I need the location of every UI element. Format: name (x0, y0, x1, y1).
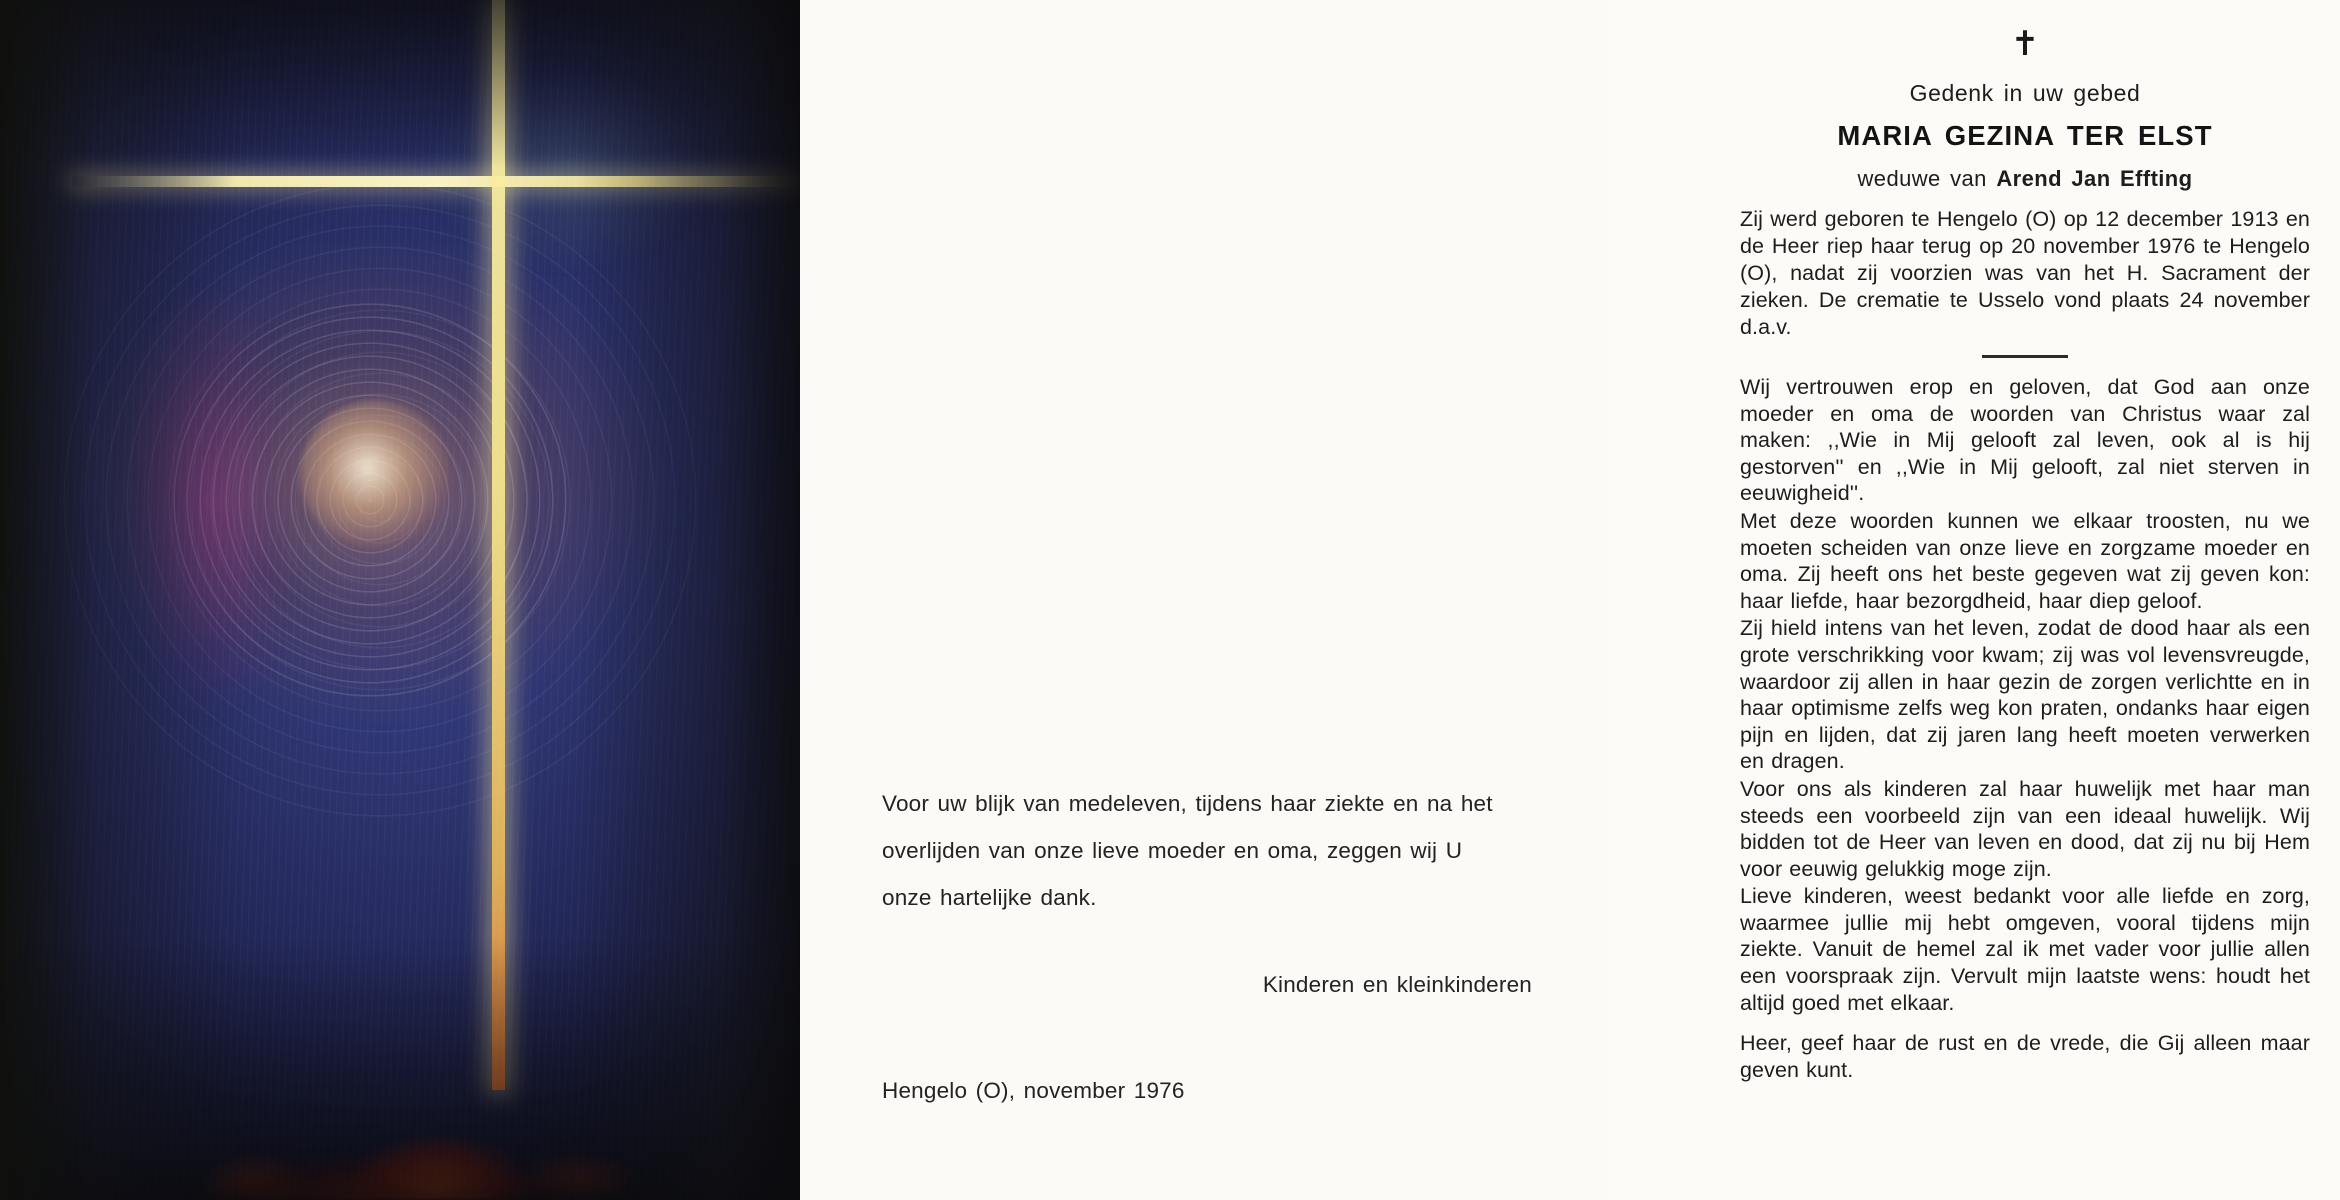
memorial-paragraph: Wij vertrouwen erop en geloven, dat God aan onze moeder en oma de woorden van Christus waar zal maken: ,,Wie in Mij gelooft zal leven, ook al is hij gestorven'' en ,,Wie in Mij gelooft, zal niet sterven in eeuwigheid''. (1740, 375, 2310, 506)
biography-text: Zij werd geboren te Hengelo (O) op 12 december 1913 en de Heer riep haar terug op 20 november 1976 te Hengelo (O), nadat zij voorzien was van het H. Sacrament der zieken. De crematie te Usselo vond plaats 24 november d.a.v. (1740, 207, 2310, 339)
memorial-paragraph: Met deze woorden kunnen we elkaar troosten, nu we moeten scheiden van onze lieve en zorgzame moeder en oma. Zij heeft ons het beste gegeven wat zij geven kon: haar liefde, haar bezorgdheid, haar diep geloof. (1740, 508, 2310, 613)
spouse-name: Arend Jan Effting (1996, 166, 2193, 191)
cross-icon: ✝ (2010, 26, 2040, 63)
thanks-place-date: Hengelo (O), november 1976 (882, 1078, 1185, 1103)
thanks-signature: Kinderen en kleinkinderen (1262, 972, 1532, 997)
memorial-paragraph: Heer, geef haar de rust en de vrede, die Gij alleen maar geven kunt. (1740, 1031, 2310, 1082)
thanks-panel (800, 0, 1615, 1200)
deceased-name: MARIA GEZINA TER ELST (1837, 120, 2213, 151)
thanks-text: Voor uw blijk van medeleven, tijdens haar ziekte en na het overlijden van onze lieve moeder en oma, zeggen wij U onze hartelijke dank. (882, 791, 1493, 910)
artwork-panel (0, 0, 800, 1200)
widow-line (1740, 166, 2310, 192)
artwork-vignette (0, 0, 800, 1200)
memorial-paragraph: Lieve kinderen, weest bedankt voor alle liefde en zorg, waarmee jullie mij hebt omgeven, vooral tijdens mijn ziekte. Vanuit de hemel zal ik met vader voor jullie allen een voorspraak zijn. Vervult mijn laatste wens: houdt het altijd goed met elkaar. (1740, 884, 2310, 1015)
memorial-paragraph: Zij hield intens van het leven, zodat de dood haar als een grote verschrikking voor kwam; zij was vol levensvreugde, waardoor zij allen in haar gezin de zorgen verlichtte en in haar optimisme zelfs weg kon praten, ondanks haar eigen pijn en lijden, dat zij jaren lang heeft moeten verwerken en dragen. (1740, 616, 2310, 774)
remembrance-line: Gedenk in uw gebed (1909, 80, 2141, 106)
widow-prefix: weduwe van (1857, 166, 1987, 191)
divider (1982, 355, 2068, 358)
memorial-text-panel (1615, 0, 2340, 1200)
memorial-paragraphs (1740, 374, 2310, 1083)
memorial-paragraph: Voor ons als kinderen zal haar huwelijk met haar man steeds een voorbeeld zijn van een ideaal huwelijk. Wij bidden tot de Heer van leven en dood, dat zij nu bij Hem voor eeuwig gelukkig moge zijn. (1740, 776, 2310, 881)
